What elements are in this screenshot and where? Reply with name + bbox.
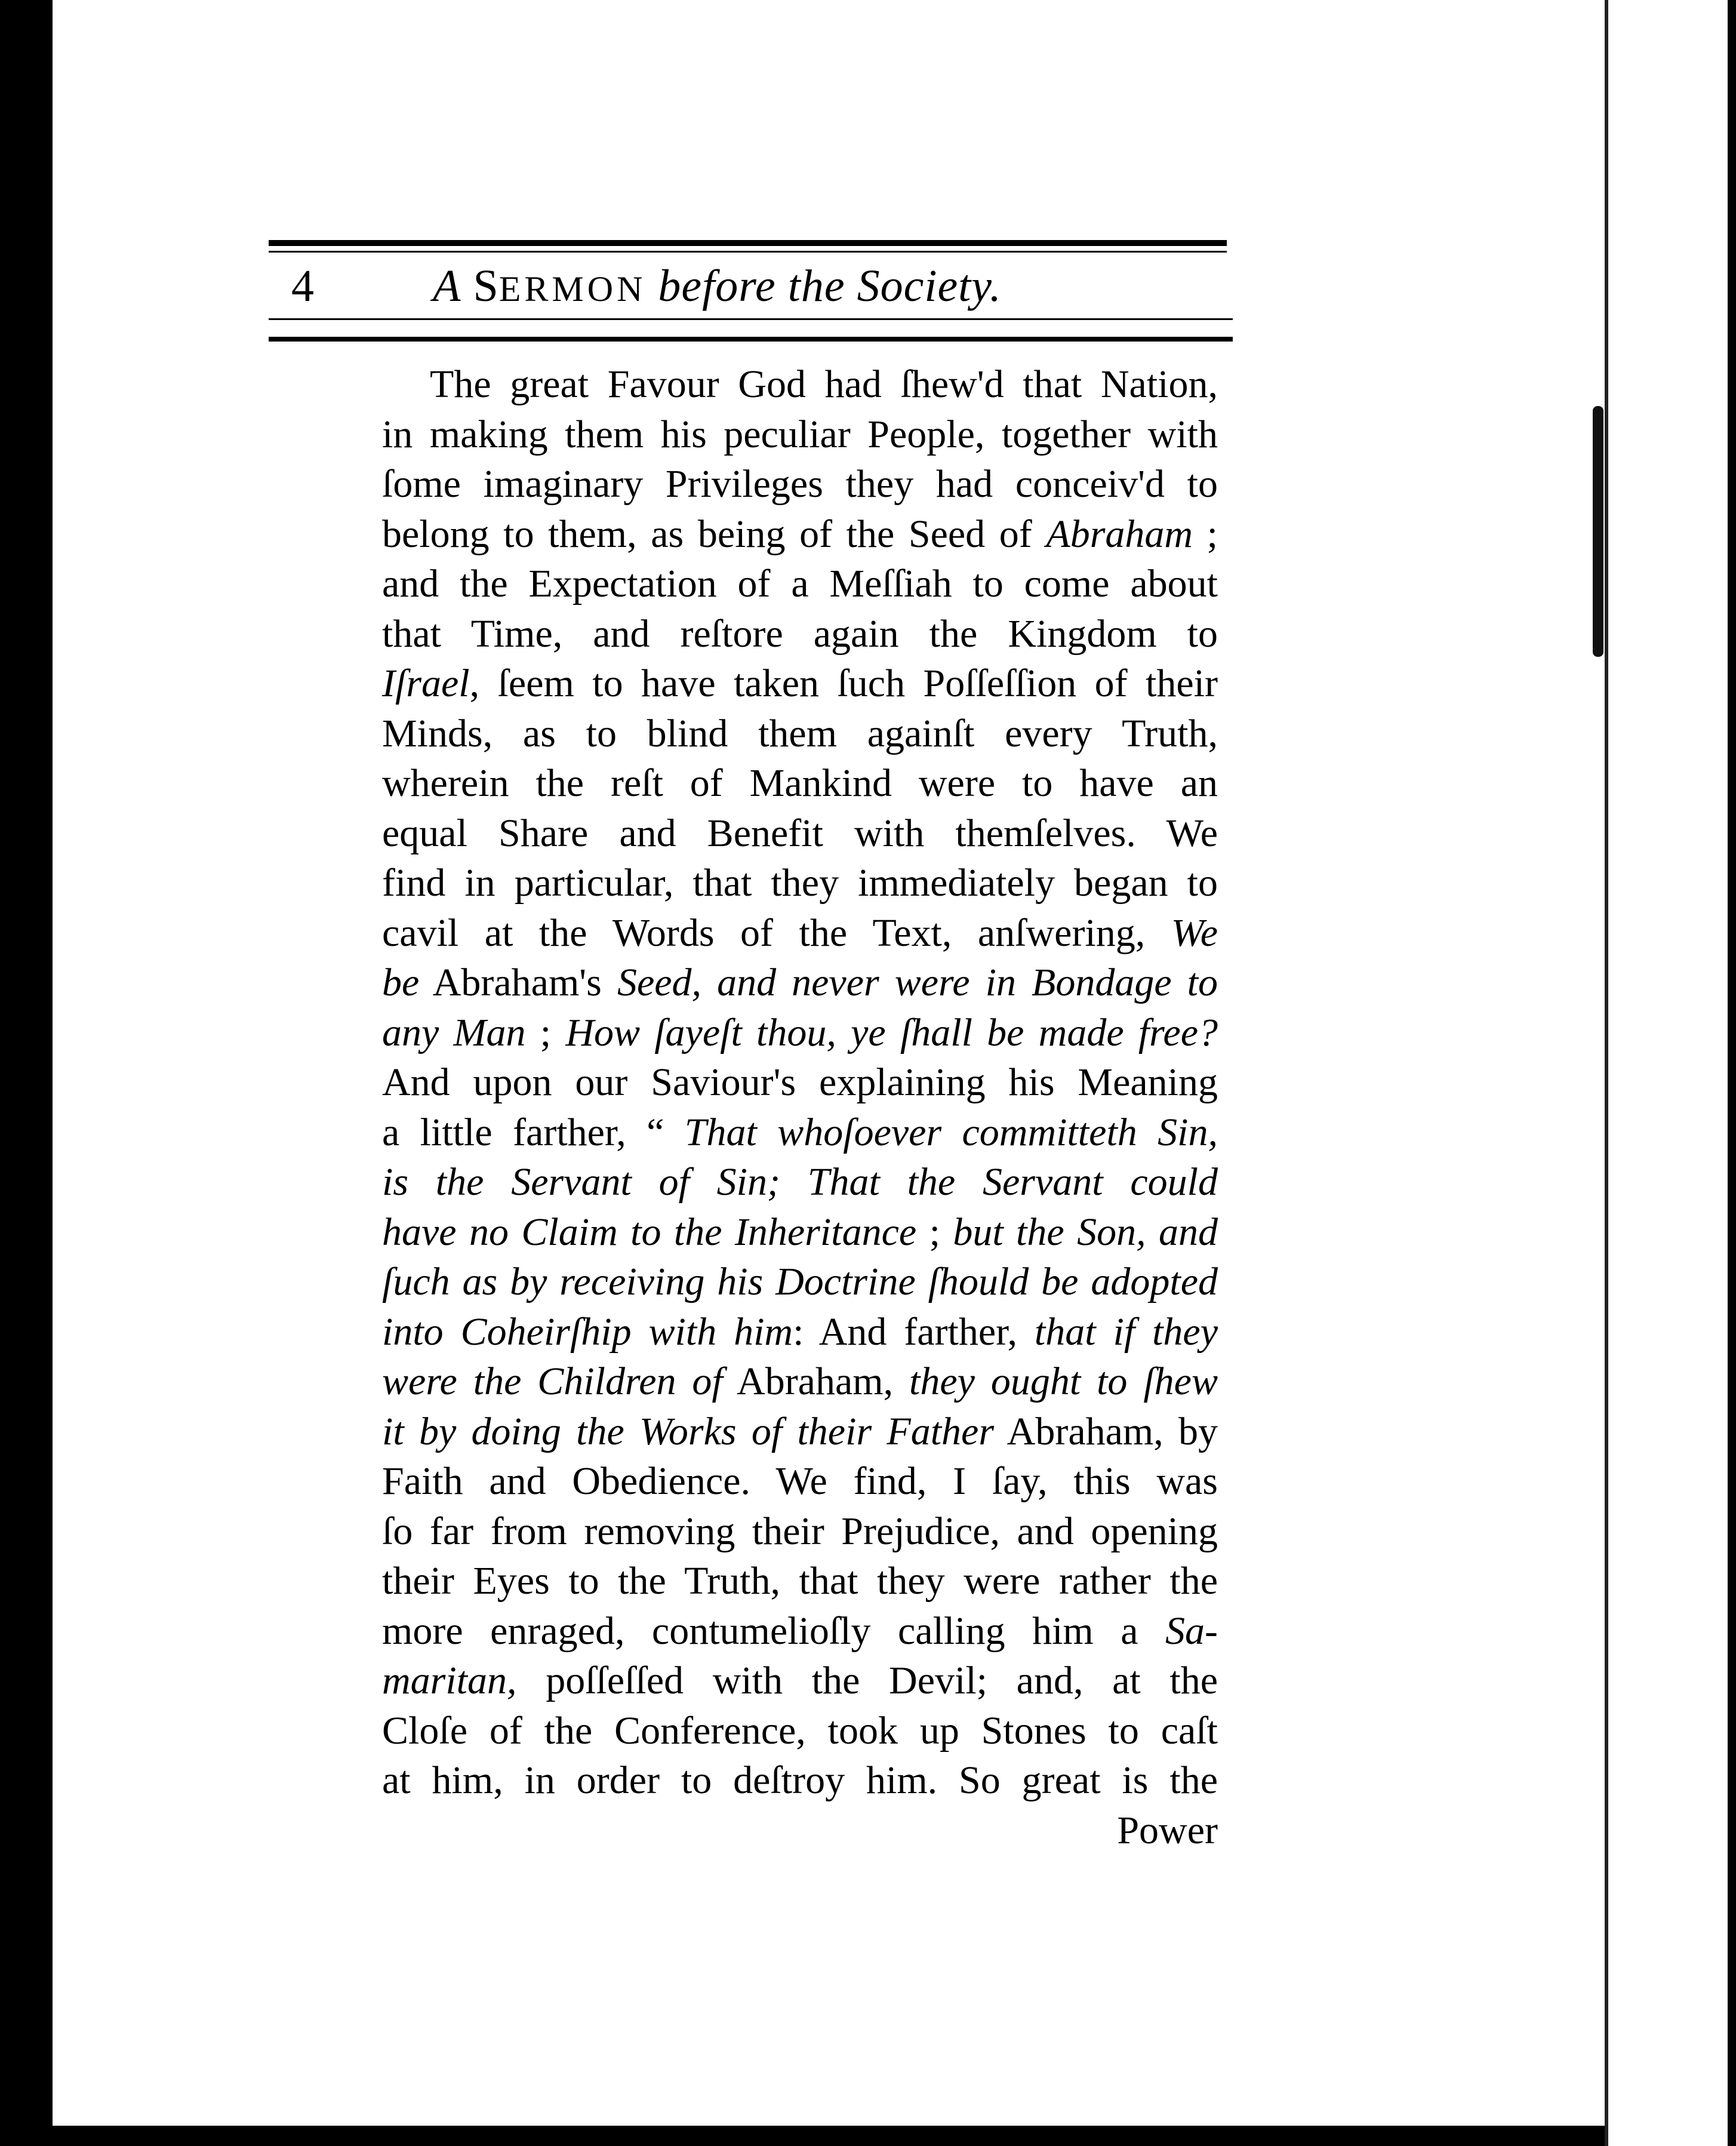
text-line: Cloſe of the Conference, took up Stones to caſt [382,1708,1218,1753]
text-line: at him, in order to deſtroy him. So great is the [382,1758,1218,1802]
text-line: ſome imaginary Privileges they had conceiv'd to [382,462,1218,506]
text-line: The great Favour God had ſhew'd that Nation, [430,362,1218,406]
text-line: have no Claim to the Inheritance ; but the Son, and [382,1210,1218,1254]
text-line: And upon our Saviour's explaining his Meaning [382,1060,1218,1104]
text-line: were the Children of Abraham, they ought to ſhew [382,1360,1218,1403]
binding-shadow [1593,406,1603,657]
text-line: equal Share and Benefit with themſelves. We [382,811,1218,855]
page-number: 4 [291,261,314,311]
text-line: in making them his peculiar People, together with [382,412,1218,456]
catchword: Power [1117,1808,1218,1852]
text-line: cavil at the Words of the Text, anſwering, We [382,911,1218,955]
text-line: ſo far from removing their Prejudice, and opening [382,1509,1218,1553]
text-line: find in particular, that they immediately began to [382,861,1218,905]
text-line: Iſrael, ſeem to have taken ſuch Poſſeſſion of their [382,662,1218,705]
text-line: belong to them, as being of the Seed of Abraham ; [382,512,1218,556]
body-text [382,359,1218,1855]
text-line: their Eyes to the Truth, that they were rather the [382,1559,1218,1603]
text-line: is the Servant of Sin; That the Servant could [382,1160,1218,1204]
text-line: maritan, poſſeſſed with the Devil; and, at the [382,1659,1218,1702]
text-line: and the Expectation of a Meſſiah to come about [382,562,1218,605]
header-rule-top [269,240,1227,246]
text-line: it by doing the Works of their Father Abraham, by [382,1409,1218,1453]
text-line: a little farther, “ That whoſoever committeth Sin, [382,1110,1218,1154]
text-line: Minds, as to blind them againſt every Truth, [382,711,1218,755]
text-line: that Time, and reſtore again the Kingdom to [382,611,1218,656]
text-line: more enraged, contumelioſly calling him a Sa- [382,1609,1218,1653]
text-line: Faith and Obedience. We find, I ſay, this was [382,1459,1218,1503]
header-rule-bottom-thin [269,318,1233,320]
text-line: any Man ; How ſayeſt thou, ye ſhall be made free? [382,1010,1218,1054]
header-rule-bottom [269,337,1233,342]
text-line: ſuch as by receiving his Doctrine ſhould be adopted [382,1260,1218,1303]
running-head [281,251,1236,316]
facing-page-edge [1605,0,1728,2146]
text-line: wherein the reſt of Mankind were to have an [382,761,1218,805]
text-line: into Coheirſhip with him: And farther, that if they [382,1309,1218,1354]
running-title: A SERMON before the Society. [433,261,1002,311]
text-line: be Abraham's Seed, and never were in Bondage to [382,961,1218,1004]
